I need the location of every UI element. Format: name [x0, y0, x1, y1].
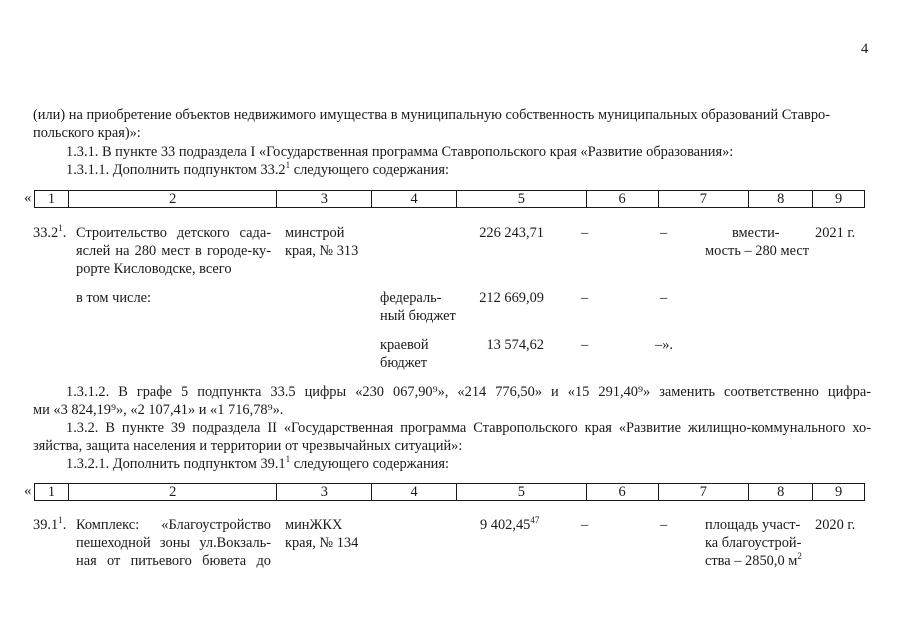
table-1-header — [34, 190, 865, 208]
header-col-9: 9 — [812, 191, 864, 207]
header-col-8: 8 — [748, 484, 812, 500]
paragraph-1-3-1-2-line-2: ми «3 824,19⁹», «2 107,41» и «1 716,78⁹». — [33, 402, 284, 418]
header-col-3: 3 — [276, 191, 371, 207]
header-col-7: 7 — [658, 484, 749, 500]
paragraph-1-3-1-1 — [66, 161, 449, 180]
object-name-line: пешеходной зоны ул.Вокзаль- — [76, 535, 271, 551]
header-col-2: 2 — [68, 191, 277, 207]
open-quote: « — [24, 190, 32, 206]
regional-source-line: краевой — [380, 337, 429, 353]
indicator-line: площадь участ- — [705, 517, 801, 533]
header-col-6: 6 — [586, 191, 658, 207]
indicator-line: мость – 280 мест — [705, 243, 810, 259]
header-col-8: 8 — [748, 191, 812, 207]
row-number-dot: . — [62, 225, 67, 241]
open-quote: « — [24, 483, 32, 499]
federal-source-line: ный бюджет — [380, 308, 456, 324]
col-7-value: – — [660, 225, 668, 241]
executor-line: минЖКХ — [285, 517, 343, 533]
header-col-5: 5 — [456, 191, 586, 207]
total-amount: 226 243,71 — [479, 225, 544, 241]
superscript: 1 — [285, 454, 291, 465]
paragraph-1-3-2-line-2: зяйства, защита населения и территории от чрезвычайных ситуаций»: — [33, 438, 463, 454]
regional-source-line: бюджет — [380, 355, 428, 371]
year: 2020 г. — [815, 517, 856, 533]
indicator-line: вмести- — [732, 225, 780, 241]
paragraph-text: 1.3.2.1. Дополнить подпунктом 39.1 — [66, 456, 286, 472]
superscript: 1 — [58, 223, 63, 234]
indicator-text: ства – 2850,0 м — [705, 553, 798, 569]
header-col-5: 5 — [456, 484, 586, 500]
intro-line-2: польского края)»: — [33, 125, 141, 141]
header-col-3: 3 — [276, 484, 371, 500]
superscript: 47 — [530, 515, 540, 526]
total-amount-text: 9 402,45 — [480, 517, 531, 533]
federal-col-6: – — [581, 290, 589, 306]
header-col-2: 2 — [68, 484, 277, 500]
paragraph-text: следующего содержания: — [290, 456, 449, 472]
header-col-7: 7 — [658, 191, 749, 207]
row-number — [33, 224, 66, 243]
superscript: 1 — [58, 515, 63, 526]
header-col-6: 6 — [586, 484, 658, 500]
header-col-4: 4 — [371, 191, 456, 207]
year: 2021 г. — [815, 225, 856, 241]
executor-line: минстрой — [285, 225, 345, 241]
object-name-line: яслей на 280 мест в городе-ку- — [76, 243, 271, 259]
paragraph-text: 1.3.1.1. Дополнить подпунктом 33.2 — [66, 162, 286, 178]
regional-col-6: – — [581, 337, 589, 353]
indicator-line — [705, 552, 802, 571]
regional-amount: 13 574,62 — [486, 337, 544, 353]
federal-amount: 212 669,09 — [479, 290, 544, 306]
executor-line: края, № 313 — [285, 243, 359, 259]
col-6-value: – — [581, 517, 589, 533]
paragraph-1-3-2-line-1: 1.3.2. В пункте 39 подраздела II «Государственная программа Ставропольского края «Развитие жилищно-коммунального хо- — [66, 420, 871, 436]
row-number — [33, 516, 66, 535]
col-6-value: – — [581, 225, 589, 241]
object-name-line: рорте Кисловодске, всего — [76, 261, 232, 277]
page-number: 4 — [861, 41, 869, 57]
total-amount — [480, 516, 539, 535]
indicator-line: ка благоустрой- — [705, 535, 802, 551]
object-name-line: Строительство детского сада- — [76, 225, 271, 241]
federal-source-line: федераль- — [380, 290, 442, 306]
intro-line-1: (или) на приобретение объектов недвижимого имущества в муниципальную собственность муниципальных образований Ставро- — [33, 107, 831, 123]
row-number-text: 39.1 — [33, 517, 59, 533]
federal-col-7: – — [660, 290, 668, 306]
executor-line: края, № 134 — [285, 535, 359, 551]
table-2-header — [34, 483, 865, 501]
header-col-9: 9 — [812, 484, 864, 500]
header-col-1: 1 — [47, 484, 56, 500]
object-name-line: ная от питьевого бювета до — [76, 553, 271, 569]
object-name-line: Комплекс: «Благоустройство — [76, 517, 271, 533]
superscript: 2 — [797, 551, 802, 562]
including-label: в том числе: — [76, 290, 152, 306]
paragraph-1-3-1-2-line-1: 1.3.1.2. В графе 5 подпункта 33.5 цифры «230 067,90⁹», «214 776,50» и «15 291,40⁹» заменить соответственно цифра- — [66, 384, 871, 400]
paragraph-text: следующего содержания: — [290, 162, 449, 178]
header-col-4: 4 — [371, 484, 456, 500]
row-number-text: 33.2 — [33, 225, 59, 241]
col-7-value: – — [660, 517, 668, 533]
superscript: 1 — [285, 160, 291, 171]
paragraph-1-3-1: 1.3.1. В пункте 33 подраздела I «Государственная программа Ставропольского края «Развитие образования»: — [66, 144, 734, 160]
paragraph-1-3-2-1 — [66, 455, 449, 474]
regional-col-7: –». — [655, 337, 673, 353]
row-number-dot: . — [62, 517, 67, 533]
header-col-1: 1 — [47, 191, 56, 207]
